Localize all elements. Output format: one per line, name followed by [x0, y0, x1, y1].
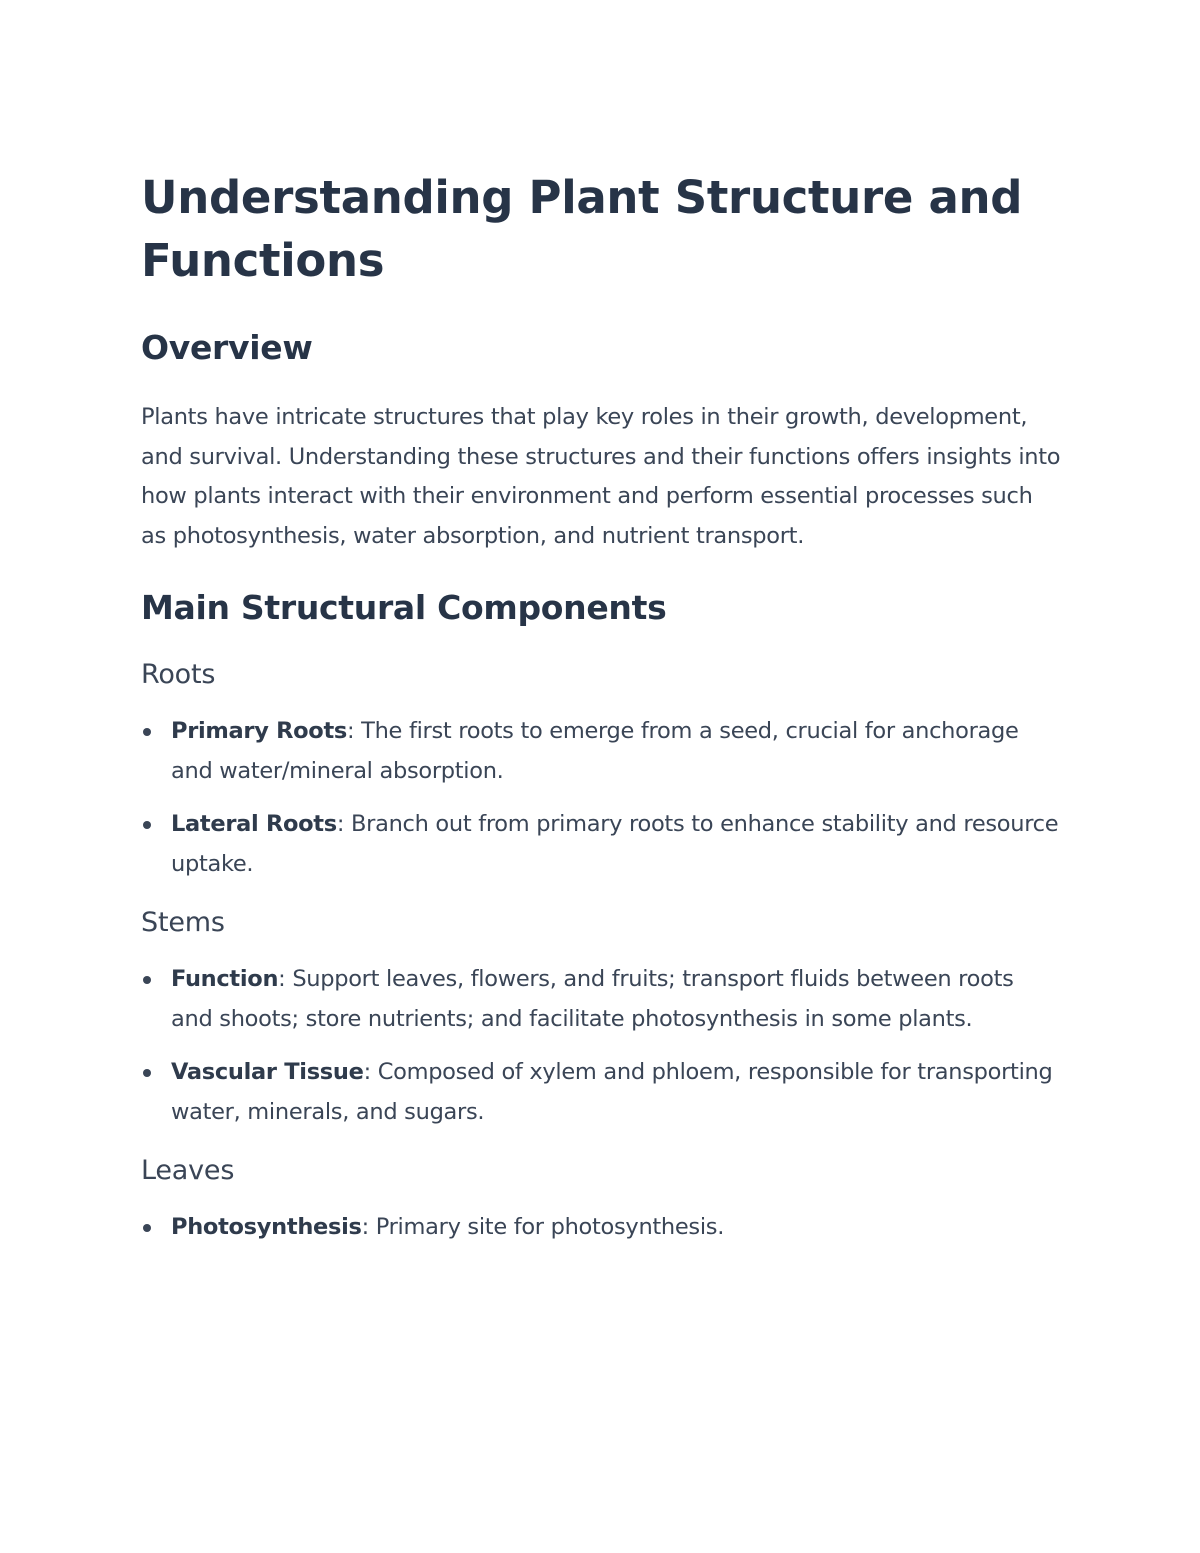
item-text: Composed of xylem and phloem, responsible for transporting water, minerals, and sugars. [171, 1059, 1053, 1125]
leaves-list [141, 1208, 1061, 1248]
overview-heading: Overview [141, 328, 313, 367]
bullet-icon [143, 1069, 151, 1077]
leaves-heading: Leaves [141, 1155, 235, 1186]
stems-list [141, 960, 1061, 1132]
bullet-icon [143, 728, 151, 736]
list-item: Vascular Tissue: Composed of xylem and phloem, responsible for transporting water, minerals, and sugars. [141, 1053, 1061, 1132]
item-term: Primary Roots [171, 718, 348, 744]
list-item: Photosynthesis: Primary site for photosynthesis. [141, 1208, 1061, 1248]
bullet-icon [143, 976, 151, 984]
roots-list [141, 712, 1061, 884]
overview-paragraph: Plants have intricate structures that play key roles in their growth, development, and survival. Understanding these structures and their functions offers insights into how plants interact with their environment and perform essential processes such as photosynthesis, water absorption, and nutrient transport. [141, 404, 1061, 549]
roots-heading: Roots [141, 659, 216, 690]
item-text: Support leaves, flowers, and fruits; transport fluids between roots and shoots; store nutrients; and facilitate photosynthesis in some plants. [171, 966, 1014, 1032]
item-term: Photosynthesis [171, 1214, 362, 1240]
bullet-icon [143, 1224, 151, 1232]
bullet-icon [143, 821, 151, 829]
item-term: Function [171, 966, 279, 992]
item-term: Vascular Tissue [171, 1059, 364, 1085]
list-item: Function: Support leaves, flowers, and fruits; transport fluids between roots and shoots; store nutrients; and facilitate photosynthesis in some plants. [141, 960, 1061, 1039]
stems-heading: Stems [141, 907, 225, 938]
list-item: Lateral Roots: Branch out from primary roots to enhance stability and resource uptake. [141, 805, 1061, 884]
document-page [141, 166, 1061, 1248]
components-heading: Main Structural Components [141, 588, 667, 627]
item-text: The first roots to emerge from a seed, crucial for anchorage and water/mineral absorption. [171, 718, 1019, 784]
page-title: Understanding Plant Structure and Functions [141, 171, 1023, 287]
item-term: Lateral Roots [171, 811, 337, 837]
item-text: Branch out from primary roots to enhance stability and resource uptake. [171, 811, 1059, 877]
item-text: Primary site for photosynthesis. [375, 1214, 725, 1240]
list-item: Primary Roots: The first roots to emerge from a seed, crucial for anchorage and water/mineral absorption. [141, 712, 1061, 791]
